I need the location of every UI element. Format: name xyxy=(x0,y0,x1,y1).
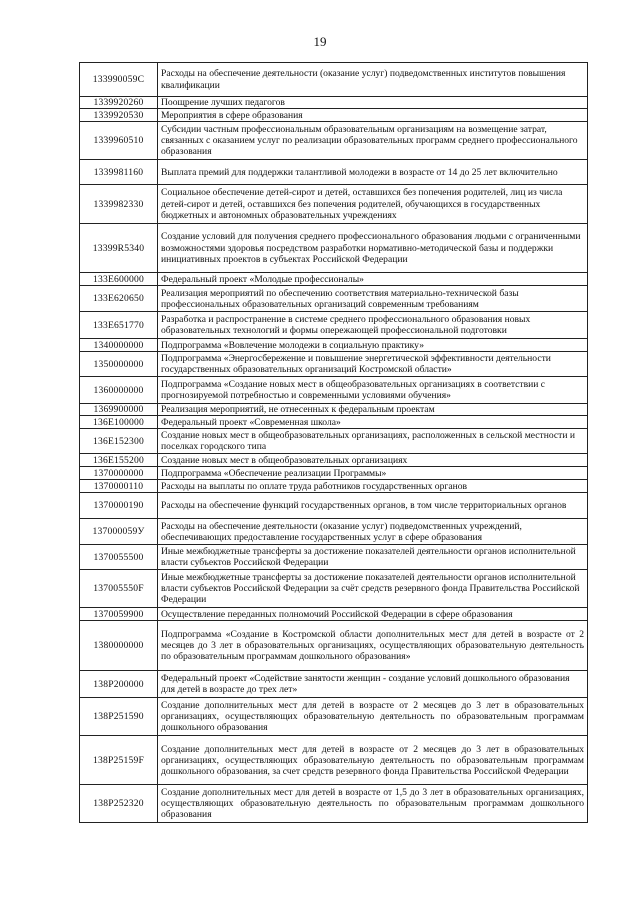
table-row xyxy=(80,480,588,493)
row-code: 133990059C xyxy=(80,63,158,97)
row-description: Расходы на выплаты по оплате труда работников государственных органов xyxy=(158,480,588,493)
row-description: Подпрограмма «Энергосбережение и повышение энергетической эффективности деятельности государственных образовательных организаций Костромской области» xyxy=(158,352,588,377)
row-code: 1340000000 xyxy=(80,339,158,352)
row-description: Осуществление переданных полномочий Российской Федерации в сфере образования xyxy=(158,608,588,621)
row-code: 138P251590 xyxy=(80,698,158,736)
row-code: 1370055500 xyxy=(80,545,158,570)
row-description: Создание новых мест в общеобразовательных организациях, расположенных в сельской местности и поселках городского типа xyxy=(158,429,588,454)
row-description: Расходы на обеспечение функций государственных органов, в том числе территориальных органов xyxy=(158,493,588,519)
row-code: 1339982330 xyxy=(80,185,158,224)
row-description: Субсидии частным профессиональным образовательным организациям на возмещение затрат, связанных с оказанием услуг по реализации образовательных программ среднего профессионального образования xyxy=(158,122,588,160)
row-code: 1370000190 xyxy=(80,493,158,519)
row-description: Расходы на обеспечение деятельности (оказание услуг) подведомственных учреждений, обеспечивающих предоставление государственных услуг в сфере образования xyxy=(158,519,588,545)
row-code: 1360000000 xyxy=(80,377,158,404)
row-description: Мероприятия в сфере образования xyxy=(158,109,588,122)
row-code: 136E152300 xyxy=(80,429,158,454)
row-code: 1370059900 xyxy=(80,608,158,621)
row-code: 1370000000 xyxy=(80,467,158,480)
budget-code-table xyxy=(79,62,588,823)
row-description: Разработка и распространение в системе среднего профессионального образования новых образовательных технологий и формы опережающей профессиональной подготовки xyxy=(158,312,588,339)
row-code: 1350000000 xyxy=(80,352,158,377)
row-description: Создание дополнительных мест для детей в возрасте от 2 месяцев до 3 лет в образовательных организациях, осуществляющих образовательную деятельность по образовательным программам дошкольного образования xyxy=(158,698,588,736)
table-row xyxy=(80,736,588,785)
table-row xyxy=(80,608,588,621)
row-code: 138P200000 xyxy=(80,671,158,698)
row-code: 137000059У xyxy=(80,519,158,545)
table-row xyxy=(80,698,588,736)
row-description: Создание условий для получения среднего профессионального образования людьми с ограниченными возможностями здоровья посредством разработки нормативно-методической базы и поддержки инициативных проектов в субъектах Российской Федерации xyxy=(158,224,588,273)
table-row xyxy=(80,63,588,97)
row-description: Создание новых мест в общеобразовательных организациях xyxy=(158,454,588,467)
table-row xyxy=(80,224,588,273)
row-description: Подпрограмма «Создание новых мест в общеобразовательных организациях в соответствии с прогнозируемой потребностью и современными условиями обучения» xyxy=(158,377,588,404)
row-code: 136E155200 xyxy=(80,454,158,467)
table-row xyxy=(80,273,588,286)
table-row xyxy=(80,122,588,160)
table-row xyxy=(80,416,588,429)
table-row xyxy=(80,160,588,185)
row-description: Федеральный проект «Содействие занятости женщин - создание условий дошкольного образования для детей в возрасте до трех лет» xyxy=(158,671,588,698)
table-row xyxy=(80,454,588,467)
table-row xyxy=(80,377,588,404)
row-description: Федеральный проект «Современная школа» xyxy=(158,416,588,429)
table-row xyxy=(80,185,588,224)
row-description: Реализация мероприятий, не отнесенных к федеральным проектам xyxy=(158,404,588,416)
row-description: Иные межбюджетные трансферты за достижение показателей деятельности органов исполнительной власти субъектов Российской Федерации за счёт средств резервного фонда Правительства Российской Федерации xyxy=(158,570,588,608)
table-row xyxy=(80,785,588,823)
table-row xyxy=(80,519,588,545)
row-description: Поощрение лучших педагогов xyxy=(158,97,588,109)
row-code: 133E651770 xyxy=(80,312,158,339)
row-description: Реализация мероприятий по обеспечению соответствия материально-технической базы профессиональных образовательных организаций современным требованиям xyxy=(158,286,588,312)
table-row xyxy=(80,467,588,480)
row-description: Иные межбюджетные трансферты за достижение показателей деятельности органов исполнительной власти субъектов Российской Федерации xyxy=(158,545,588,570)
row-code: 13399R5340 xyxy=(80,224,158,273)
table-row xyxy=(80,493,588,519)
table-row xyxy=(80,404,588,416)
table-row xyxy=(80,312,588,339)
page-number: 19 xyxy=(313,34,327,49)
table-row xyxy=(80,621,588,671)
row-code: 136E100000 xyxy=(80,416,158,429)
row-code: 1380000000 xyxy=(80,621,158,671)
row-code: 1339960510 xyxy=(80,122,158,160)
row-code: 138P25159F xyxy=(80,736,158,785)
row-description: Создание дополнительных мест для детей в возрасте от 2 месяцев до 3 лет в образовательных организациях, осуществляющих образовательную деятельность по образовательным программам дошкольного образования, за счет средств резервного фонда Правительства Российской Федерации xyxy=(158,736,588,785)
table-row xyxy=(80,570,588,608)
row-code: 137005550F xyxy=(80,570,158,608)
row-description: Социальное обеспечение детей-сирот и детей, оставшихся без попечения родителей, лиц из числа детей-сирот и детей, оставшихся без попечения родителей, обучающихся в государственных бюджетных и автономных образовательных учреждениях xyxy=(158,185,588,224)
table-row xyxy=(80,339,588,352)
table-row xyxy=(80,352,588,377)
row-code: 133E620650 xyxy=(80,286,158,312)
row-description: Подпрограмма «Создание в Костромской области дополнительных мест для детей в возрасте от 2 месяцев до 3 лет в образовательных организациях, осуществляющих образовательную деятельность по образовательным программам дошкольного образования» xyxy=(158,621,588,671)
row-description: Создание дополнительных мест для детей в возрасте от 1,5 до 3 лет в образовательных организациях, осуществляющих образовательную деятельность по образовательным программам дошкольного образования xyxy=(158,785,588,823)
row-code: 138P252320 xyxy=(80,785,158,823)
row-code: 133E600000 xyxy=(80,273,158,286)
row-description: Федеральный проект «Молодые профессионалы» xyxy=(158,273,588,286)
row-code: 1339920260 xyxy=(80,97,158,109)
table-row xyxy=(80,671,588,698)
row-code: 1369900000 xyxy=(80,404,158,416)
row-code: 1339981160 xyxy=(80,160,158,185)
row-description: Подпрограмма «Обеспечение реализации Программы» xyxy=(158,467,588,480)
row-code: 1339920530 xyxy=(80,109,158,122)
row-description: Выплата премий для поддержки талантливой молодежи в возрасте от 14 до 25 лет включительно xyxy=(158,160,588,185)
table-row xyxy=(80,429,588,454)
table-row xyxy=(80,109,588,122)
table-row xyxy=(80,545,588,570)
table-row xyxy=(80,97,588,109)
table-row xyxy=(80,286,588,312)
row-description: Подпрограмма «Вовлечение молодежи в социальную практику» xyxy=(158,339,588,352)
row-description: Расходы на обеспечение деятельности (оказание услуг) подведомственных институтов повышения квалификации xyxy=(158,63,588,97)
row-code: 1370000110 xyxy=(80,480,158,493)
